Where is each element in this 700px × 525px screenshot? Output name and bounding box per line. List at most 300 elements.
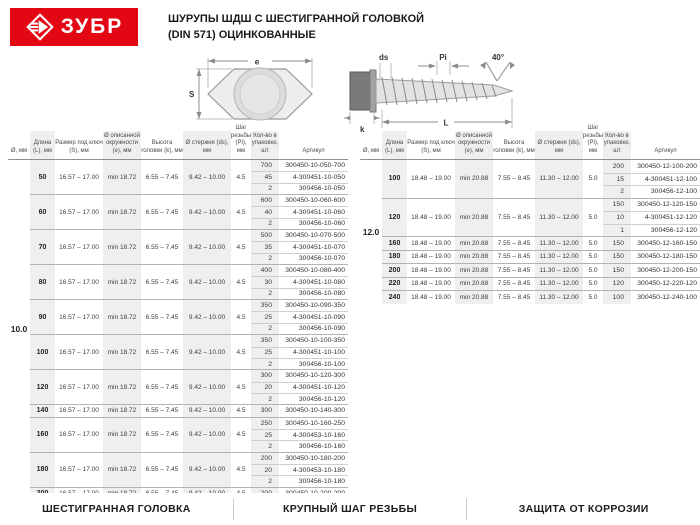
article-cell: 300450-12-160-150 (637, 239, 697, 247)
table-group (30, 160, 348, 194)
table-row (251, 265, 348, 276)
wrench-size-cell: 18.48 – 19.00 (411, 253, 451, 261)
table-row (251, 453, 348, 464)
title-line-1: ШУРУПЫ ШДШ С ШЕСТИГРАННОЙ ГОЛОВКОЙ (168, 13, 425, 25)
table-row (251, 358, 348, 369)
table-row (251, 475, 348, 486)
length-cell: 180 (382, 251, 407, 264)
qty-cell: 30 (251, 277, 279, 287)
circumscribed-dia-cell: min 18.72 (103, 195, 141, 229)
table-row (251, 311, 348, 322)
article-cell: 300450-10-160-250 (285, 419, 345, 427)
table-row (251, 253, 348, 264)
table-row (251, 171, 348, 182)
qty-cell: 350 (251, 300, 279, 311)
page-header (10, 8, 424, 46)
qty-cell: 45 (251, 172, 279, 182)
footer-feature-corrosion-protection: ЗАЩИТА ОТ КОРРОЗИИ (518, 503, 649, 515)
table-group (30, 369, 348, 404)
length-cell: 200 (382, 264, 407, 277)
spec-tables (8, 124, 700, 500)
article-cell: 300456-12-120 (650, 226, 697, 234)
subrows (251, 300, 348, 334)
thread-pitch-cell: 4.5 (236, 383, 246, 391)
column-header: Ø описанной окружности (e), мм (103, 131, 141, 159)
article-cell: 300456-10-100 (298, 360, 345, 368)
diameter-cell: 10.0 (10, 324, 28, 335)
table-row (251, 323, 348, 334)
column-header: Ø стержня (ds), мм (535, 131, 583, 159)
thread-pitch-cell: 4.5 (236, 407, 246, 415)
thread-pitch-cell: 5.0 (588, 266, 598, 274)
qty-cell: 2 (251, 359, 279, 369)
table-row (251, 206, 348, 217)
length-cell: 120 (30, 370, 55, 404)
table-row (251, 335, 348, 346)
qty-cell: 2 (251, 324, 279, 334)
wrench-size-cell: 18.48 – 19.00 (411, 239, 451, 247)
qty-cell: 40 (251, 207, 279, 217)
qty-cell: 250 (251, 418, 279, 429)
qty-cell: 2 (251, 254, 279, 264)
length-cell: 160 (382, 237, 407, 250)
qty-cell: 20 (251, 383, 279, 393)
table-row (251, 218, 348, 229)
circumscribed-dia-cell: min 20.88 (455, 199, 493, 237)
subrows (603, 237, 700, 250)
length-cell: 100 (30, 335, 55, 369)
head-height-cell: 7.55 – 8.45 (497, 266, 531, 274)
feature-footer (0, 493, 700, 525)
article-cell: 300450-10-050-700 (285, 162, 345, 170)
length-cell: 60 (30, 195, 55, 229)
table-row (603, 237, 700, 250)
article-cell: 4-300451-10-060 (292, 209, 345, 217)
column-header: Размер под ключ (S), мм (55, 140, 103, 155)
table-row (251, 347, 348, 358)
shank-dia-cell: 11.30 – 12.00 (535, 291, 583, 304)
qty-cell: 10 (603, 212, 631, 224)
table-row (251, 276, 348, 287)
circumscribed-dia-cell: min 20.88 (455, 291, 493, 304)
column-header: Кол-во в упаковке, шт (251, 131, 279, 159)
qty-cell: 350 (251, 335, 279, 346)
qty-cell: 2 (251, 394, 279, 404)
head-height-cell: 7.55 – 8.45 (497, 213, 531, 221)
article-cell: 300450-12-240-100 (637, 293, 697, 301)
column-header: Ø стержня (ds), мм (183, 131, 231, 159)
table-body (360, 160, 700, 304)
article-cell: 300456-10-160 (298, 442, 345, 450)
thread-pitch-cell: 5.0 (588, 280, 598, 288)
circumscribed-dia-cell: min 18.72 (103, 453, 141, 487)
subrows (251, 265, 348, 299)
table-row (603, 160, 700, 173)
shank-dia-cell: 9.42 – 10.00 (183, 160, 231, 194)
qty-cell: 25 (251, 348, 279, 358)
table-row (603, 211, 700, 224)
wrench-size-cell: 16.57 – 17.00 (59, 208, 99, 216)
length-cell: 140 (30, 405, 55, 416)
subrows (251, 195, 348, 229)
circumscribed-dia-cell: min 20.88 (455, 264, 493, 277)
article-cell: 300456-10-120 (298, 395, 345, 403)
shank-dia-cell: 9.42 – 10.00 (183, 230, 231, 264)
table-row (251, 418, 348, 429)
qty-cell: 150 (603, 199, 631, 212)
article-cell: 4-300451-10-090 (292, 314, 345, 322)
table-row (603, 251, 700, 264)
column-header: Высота головки (k), мм (493, 140, 535, 155)
qty-cell: 2 (251, 476, 279, 486)
hex-head-top-view-diagram (188, 48, 326, 138)
qty-cell: 35 (251, 242, 279, 252)
dim-label-l: L (443, 118, 449, 128)
head-height-cell: 7.55 – 8.45 (497, 280, 531, 288)
spec-table-d10 (8, 124, 348, 500)
shank-dia-cell: 11.30 – 12.00 (535, 264, 583, 277)
table-group (382, 198, 700, 237)
shank-dia-cell: 11.30 – 12.00 (535, 237, 583, 250)
table-row (251, 393, 348, 404)
wrench-size-cell: 16.57 – 17.00 (59, 348, 99, 356)
column-header: Шаг резьбы (Pi), мм (230, 124, 252, 155)
head-height-cell: 6.55 – 7.45 (145, 431, 179, 439)
column-header: Ø, мм (10, 148, 28, 155)
qty-cell: 25 (251, 312, 279, 322)
thread-pitch-cell: 4.5 (236, 208, 246, 216)
wrench-size-cell: 16.57 – 17.00 (59, 431, 99, 439)
table-row (251, 230, 348, 241)
article-cell: 300450-10-140-300 (285, 407, 345, 415)
qty-cell: 25 (251, 430, 279, 440)
article-cell: 300450-12-180-150 (637, 253, 697, 261)
table-group (30, 334, 348, 369)
article-cell: 300456-10-180 (298, 477, 345, 485)
thread-pitch-cell: 5.0 (588, 239, 598, 247)
qty-cell: 300 (251, 405, 279, 416)
head-height-cell: 6.55 – 7.45 (145, 243, 179, 251)
table-row (251, 160, 348, 171)
row-groups (30, 160, 348, 499)
head-height-cell: 7.55 – 8.45 (497, 175, 531, 183)
qty-cell: 300 (251, 370, 279, 381)
article-cell: 4-300453-10-160 (292, 431, 345, 439)
length-cell: 50 (30, 160, 55, 194)
table-row (603, 224, 700, 237)
table-group (30, 194, 348, 229)
zubr-arrow-icon (25, 12, 55, 42)
qty-cell: 20 (251, 465, 279, 475)
article-cell: 300450-10-120-300 (285, 372, 345, 380)
article-cell: 300450-10-180-200 (285, 454, 345, 462)
subrows (603, 251, 700, 264)
table-group (30, 229, 348, 264)
circumscribed-dia-cell: min 18.72 (103, 370, 141, 404)
article-cell: 4-300451-10-070 (292, 244, 345, 252)
head-height-cell: 6.55 – 7.45 (145, 173, 179, 181)
qty-cell: 2 (603, 186, 631, 198)
head-height-cell: 7.55 – 8.45 (497, 239, 531, 247)
dim-label-k: k (360, 125, 365, 134)
circumscribed-dia-cell: min 18.72 (103, 265, 141, 299)
column-header: Кол-во в упаковке, шт (603, 131, 631, 159)
table-group (30, 417, 348, 452)
table-group (382, 263, 700, 277)
head-height-cell: 6.55 – 7.45 (145, 208, 179, 216)
qty-cell: 15 (603, 174, 631, 186)
subrows (251, 370, 348, 404)
length-cell: 100 (382, 160, 407, 198)
wrench-size-cell: 18.48 – 19.00 (411, 293, 451, 301)
article-cell: 300456-10-050 (298, 185, 345, 193)
table-group (30, 299, 348, 334)
length-cell: 240 (382, 291, 407, 304)
column-header: Ø, мм (362, 148, 380, 155)
article-cell: 4-300451-12-120 (644, 214, 697, 222)
subrows (603, 291, 700, 304)
table-row (251, 405, 348, 416)
circumscribed-dia-cell: min 18.72 (103, 160, 141, 194)
subrows (603, 278, 700, 291)
table-group (30, 264, 348, 299)
table-row (603, 278, 700, 291)
thread-pitch-cell: 4.5 (236, 348, 246, 356)
article-cell: 300450-10-060-600 (285, 197, 345, 205)
thread-pitch-cell: 5.0 (588, 253, 598, 261)
qty-cell: 200 (251, 453, 279, 464)
shank-dia-cell: 9.42 – 10.00 (183, 335, 231, 369)
article-cell: 300450-10-100-350 (285, 337, 345, 345)
column-header: Артикул (302, 148, 325, 155)
table-group (382, 250, 700, 264)
table-row (251, 241, 348, 252)
circumscribed-dia-cell: min 20.88 (455, 251, 493, 264)
table-group (382, 160, 700, 198)
dim-label-s: S (189, 90, 195, 99)
wrench-size-cell: 16.57 – 17.00 (59, 407, 99, 415)
shank-dia-cell: 9.42 – 10.00 (183, 453, 231, 487)
thread-pitch-cell: 5.0 (588, 293, 598, 301)
subrows (603, 160, 700, 198)
shank-dia-cell: 9.42 – 10.00 (183, 405, 231, 416)
thread-pitch-cell: 4.5 (236, 173, 246, 181)
wrench-size-cell: 18.48 – 19.00 (411, 266, 451, 274)
article-cell: 300456-12-100 (650, 188, 697, 196)
article-cell: 4-300451-10-120 (292, 384, 345, 392)
column-header: Длина (L), мм (382, 131, 407, 159)
spec-table-d12 (360, 124, 700, 500)
length-cell: 90 (30, 300, 55, 334)
head-height-cell: 7.55 – 8.45 (497, 293, 531, 301)
table-row (251, 464, 348, 475)
table-group (30, 452, 348, 487)
qty-cell: 2 (251, 289, 279, 299)
thread-pitch-cell: 4.5 (236, 313, 246, 321)
table-group (382, 290, 700, 304)
page-title (168, 8, 424, 46)
table-group (382, 277, 700, 291)
title-line-2: (DIN 571) ОЦИНКОВАННЫЕ (168, 28, 316, 41)
thread-pitch-cell: 4.5 (236, 243, 246, 251)
table-row (251, 183, 348, 194)
wrench-size-cell: 18.48 – 19.00 (411, 213, 451, 221)
shank-dia-cell: 11.30 – 12.00 (535, 251, 583, 264)
zubr-logo (10, 8, 138, 46)
shank-dia-cell: 9.42 – 10.00 (183, 195, 231, 229)
circumscribed-dia-cell: min 18.72 (103, 335, 141, 369)
article-cell: 300450-10-070-500 (285, 232, 345, 240)
qty-cell: 150 (603, 237, 631, 250)
qty-cell: 500 (251, 230, 279, 241)
length-cell: 70 (30, 230, 55, 264)
table-row (603, 199, 700, 212)
shank-dia-cell: 9.42 – 10.00 (183, 370, 231, 404)
row-groups (382, 160, 700, 304)
thread-pitch-cell: 4.5 (236, 278, 246, 286)
head-height-cell: 6.55 – 7.45 (145, 383, 179, 391)
subrows (251, 230, 348, 264)
length-cell: 80 (30, 265, 55, 299)
article-cell: 300456-10-090 (298, 325, 345, 333)
circumscribed-dia-cell: min 20.88 (455, 160, 493, 198)
article-cell: 300450-10-090-350 (285, 302, 345, 310)
column-header: Длина (L), мм (30, 131, 55, 159)
table-row (251, 440, 348, 451)
article-cell: 4-300451-10-080 (292, 279, 345, 287)
subrows (251, 335, 348, 369)
article-cell: 4-300451-12-100 (644, 175, 697, 183)
column-header: Шаг резьбы (Pi), мм (582, 124, 604, 155)
table-row (603, 185, 700, 198)
subrows (251, 418, 348, 452)
shank-dia-cell: 11.30 – 12.00 (535, 278, 583, 291)
article-cell: 300456-10-080 (298, 290, 345, 298)
wrench-size-cell: 18.48 – 19.00 (411, 280, 451, 288)
qty-cell: 400 (251, 265, 279, 276)
footer-feature-coarse-thread: КРУПНЫЙ ШАГ РЕЗЬБЫ (282, 503, 418, 515)
subrows (251, 405, 348, 416)
shank-dia-cell: 9.42 – 10.00 (183, 418, 231, 452)
table-row (603, 173, 700, 186)
head-height-cell: 6.55 – 7.45 (145, 466, 179, 474)
qty-cell: 700 (251, 160, 279, 171)
thread-pitch-cell: 4.5 (236, 466, 246, 474)
article-cell: 300450-12-220-120 (637, 280, 697, 288)
screw-side-view-diagram (344, 48, 540, 138)
qty-cell: 150 (603, 264, 631, 277)
circumscribed-dia-cell: min 18.72 (103, 230, 141, 264)
thread-pitch-cell: 5.0 (588, 175, 598, 183)
head-height-cell: 6.55 – 7.45 (145, 278, 179, 286)
qty-cell: 200 (603, 160, 631, 173)
qty-cell: 1 (603, 225, 631, 237)
table-body (8, 160, 348, 499)
circumscribed-dia-cell: min 20.88 (455, 278, 493, 291)
shank-dia-cell: 9.42 – 10.00 (183, 300, 231, 334)
dim-label-e: e (254, 57, 260, 67)
table-row (251, 288, 348, 299)
article-cell: 4-300451-10-100 (292, 349, 345, 357)
dim-label-pi: Pi (439, 53, 447, 62)
wrench-size-cell: 16.57 – 17.00 (59, 383, 99, 391)
circumscribed-dia-cell: min 18.72 (103, 300, 141, 334)
circumscribed-dia-cell: min 18.72 (103, 405, 141, 416)
wrench-size-cell: 18.48 – 19.00 (411, 175, 451, 183)
table-row (251, 382, 348, 393)
table-row (603, 264, 700, 277)
thread-pitch-cell: 4.5 (236, 431, 246, 439)
shank-dia-cell: 11.30 – 12.00 (535, 199, 583, 237)
subrows (603, 264, 700, 277)
qty-cell: 2 (251, 219, 279, 229)
head-height-cell: 6.55 – 7.45 (145, 407, 179, 415)
table-row (251, 195, 348, 206)
table-row (603, 291, 700, 304)
circumscribed-dia-cell: min 20.88 (455, 237, 493, 250)
table-row (251, 429, 348, 440)
column-header: Высота головки (k), мм (141, 140, 183, 155)
table-row (251, 300, 348, 311)
column-header: Размер под ключ (S), мм (407, 140, 455, 155)
qty-cell: 120 (603, 278, 631, 291)
article-cell: 300456-10-060 (298, 220, 345, 228)
circumscribed-dia-cell: min 18.72 (103, 418, 141, 452)
dim-label-angle: 40° (491, 53, 505, 62)
column-header: Ø описанной окружности (e), мм (455, 131, 493, 159)
qty-cell: 150 (603, 251, 631, 264)
table-group (382, 236, 700, 250)
length-cell: 120 (382, 199, 407, 237)
subrows (603, 199, 700, 237)
wrench-size-cell: 16.57 – 17.00 (59, 173, 99, 181)
head-height-cell: 6.55 – 7.45 (145, 313, 179, 321)
length-cell: 160 (30, 418, 55, 452)
article-cell: 300450-10-080-400 (285, 267, 345, 275)
shank-dia-cell: 11.30 – 12.00 (535, 160, 583, 198)
wrench-size-cell: 16.57 – 17.00 (59, 278, 99, 286)
thread-pitch-cell: 5.0 (588, 213, 598, 221)
table-header-row (360, 124, 700, 160)
footer-feature-hex-head: ШЕСТИГРАННАЯ ГОЛОВКА (42, 503, 191, 515)
table-group (30, 404, 348, 416)
wrench-size-cell: 16.57 – 17.00 (59, 466, 99, 474)
length-cell: 180 (30, 453, 55, 487)
article-cell: 4-300453-10-180 (292, 466, 345, 474)
column-header: Артикул (654, 148, 677, 155)
length-cell: 220 (382, 278, 407, 291)
article-cell: 300450-12-120-150 (637, 201, 697, 209)
article-cell: 300450-12-200-150 (637, 266, 697, 274)
table-header-row (8, 124, 348, 160)
dim-label-ds: ds (379, 53, 389, 62)
wrench-size-cell: 16.57 – 17.00 (59, 243, 99, 251)
head-height-cell: 6.55 – 7.45 (145, 348, 179, 356)
qty-cell: 600 (251, 195, 279, 206)
diameter-cell: 12.0 (362, 226, 380, 237)
article-cell: 300456-10-070 (298, 255, 345, 263)
qty-cell: 100 (603, 291, 631, 304)
table-row (251, 370, 348, 381)
wrench-size-cell: 16.57 – 17.00 (59, 313, 99, 321)
head-height-cell: 7.55 – 8.45 (497, 253, 531, 261)
qty-cell: 2 (251, 184, 279, 194)
article-cell: 300450-12-100-200 (637, 162, 697, 170)
qty-cell: 2 (251, 441, 279, 451)
subrows (251, 453, 348, 487)
article-cell: 4-300451-10-050 (292, 174, 345, 182)
shank-dia-cell: 9.42 – 10.00 (183, 265, 231, 299)
